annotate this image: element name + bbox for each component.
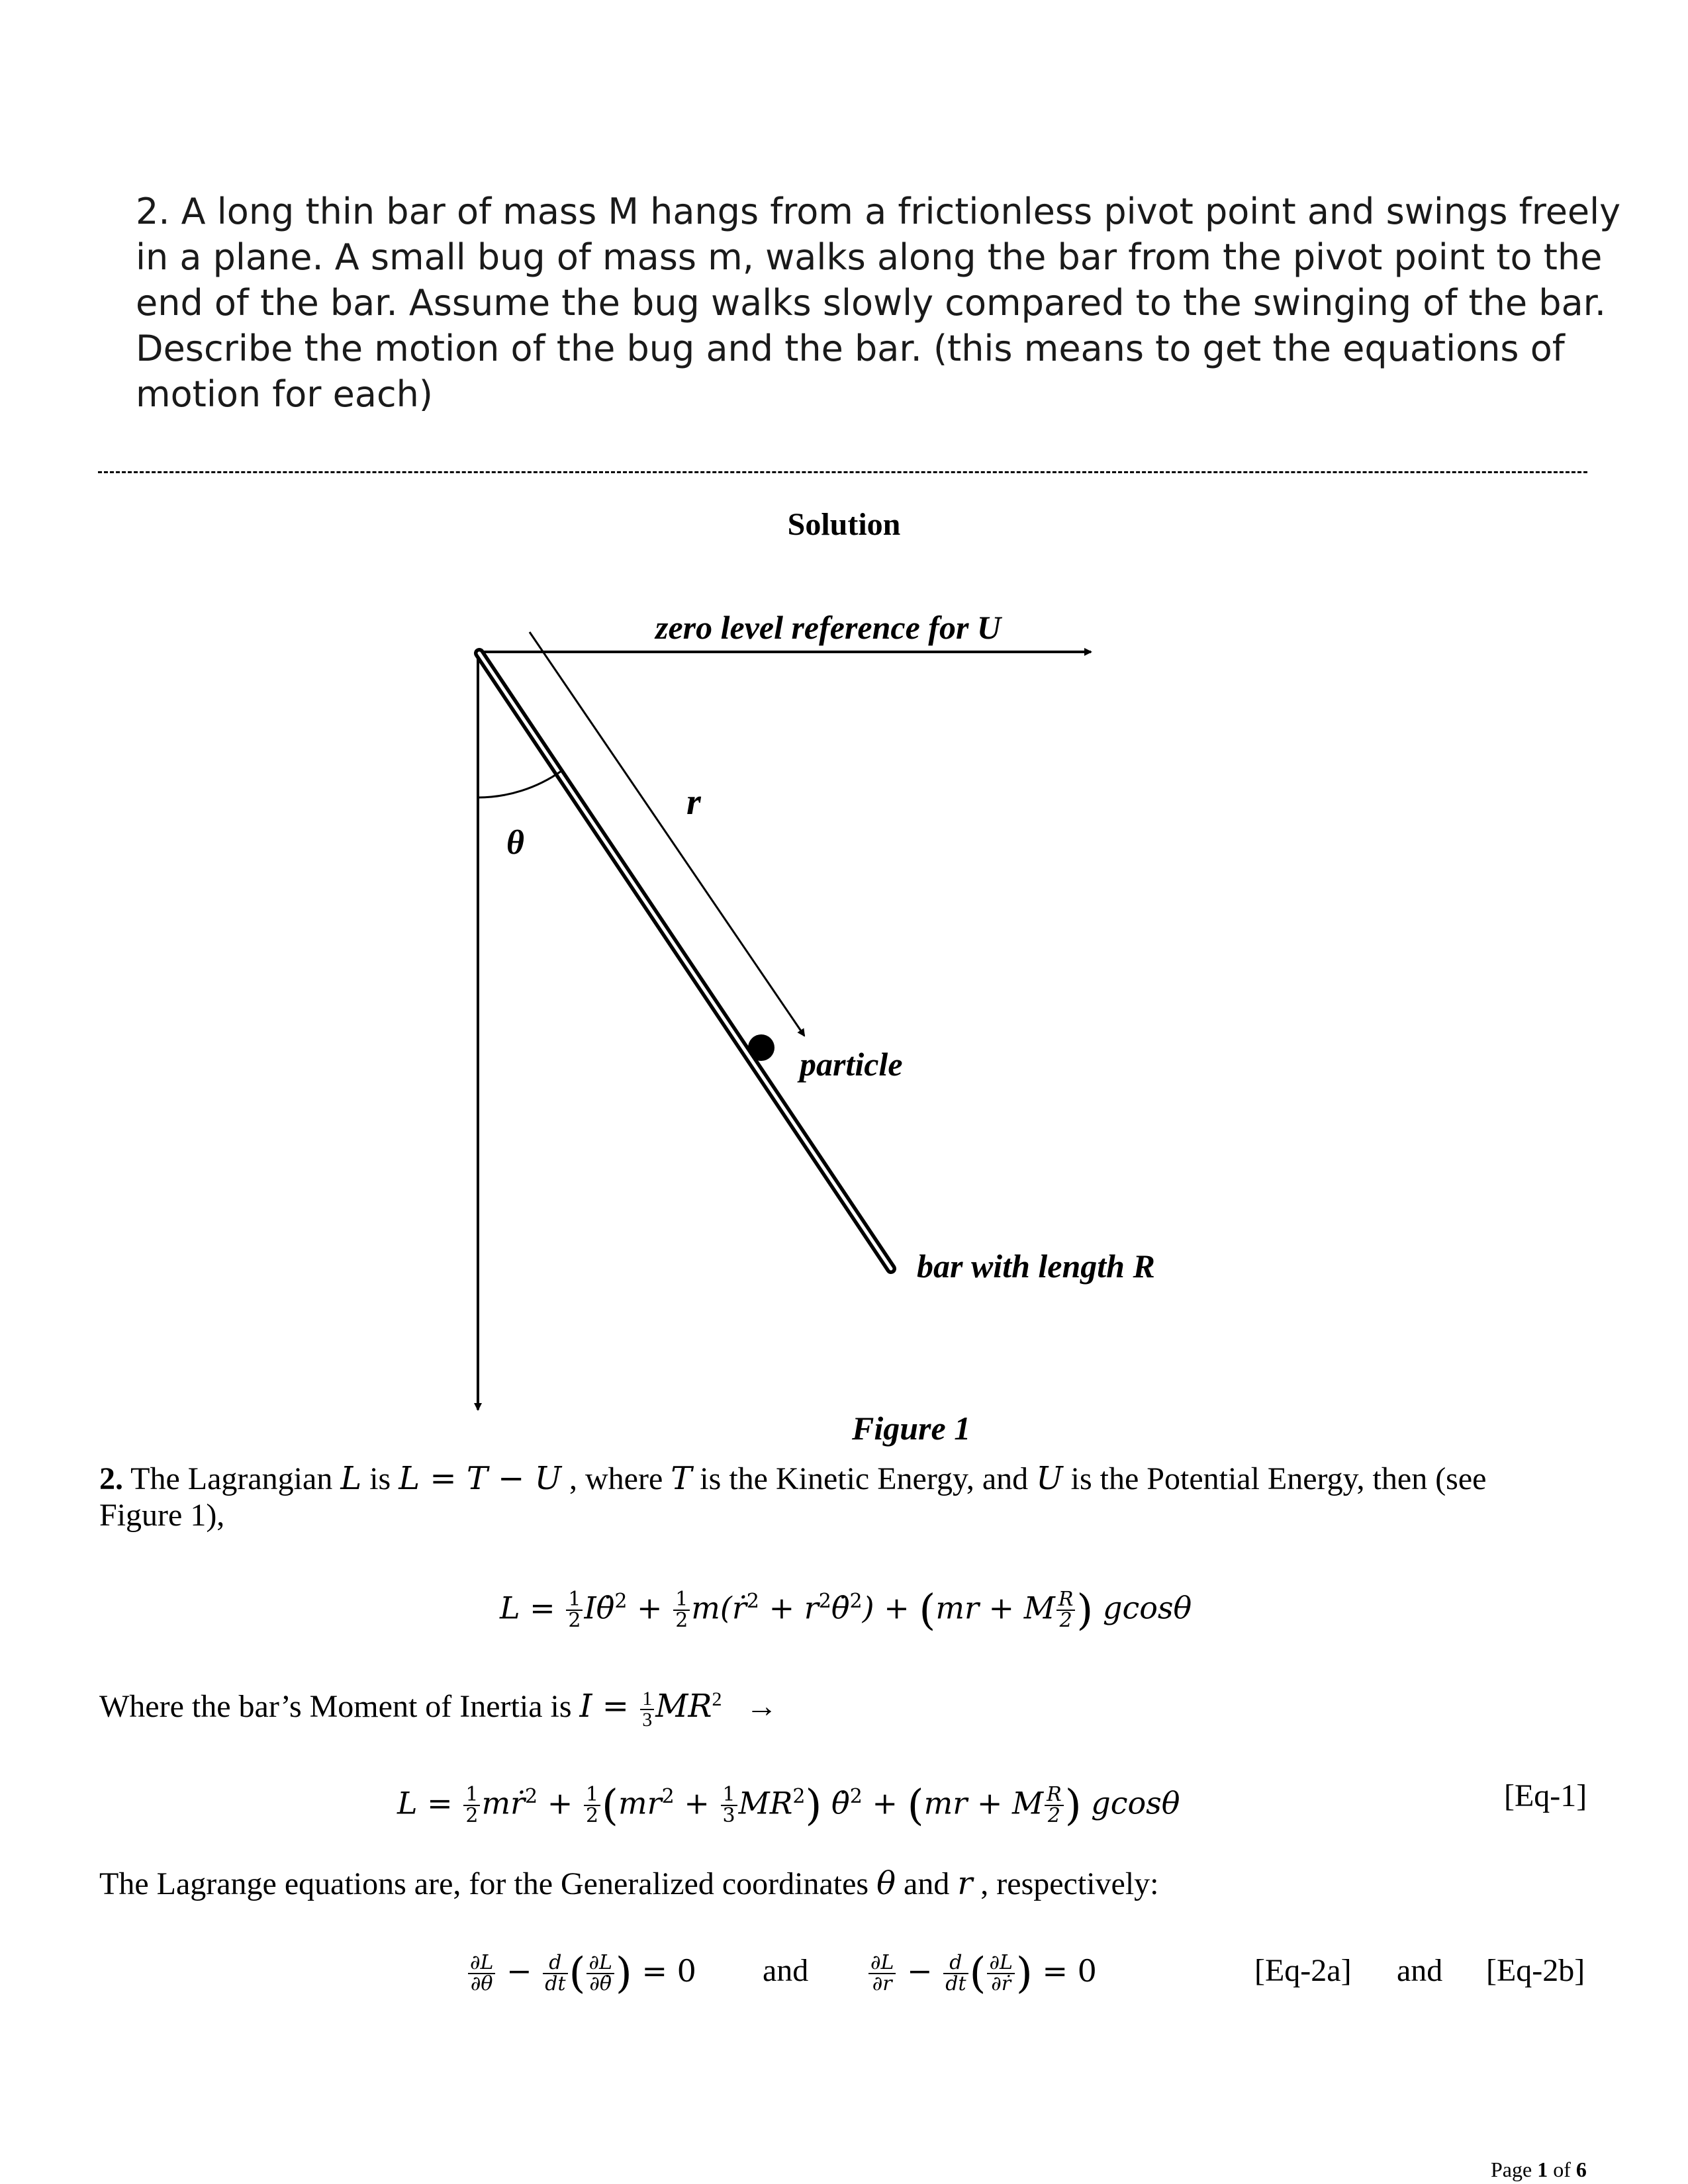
tags-and: and [1397,1953,1443,1988]
particle-label: particle [800,1046,903,1083]
eq-1-tag: [Eq-1] [1504,1778,1587,1813]
r-distance-arrow [530,632,804,1036]
figure-caption: Figure 1 [852,1410,971,1447]
solution-heading: Solution [787,507,901,542]
and-connector: and [763,1953,809,1988]
page-number: Page 1 of 6 [1491,2158,1587,2181]
problem-line: end of the bar. Assume the bug walks slowly compared to the swinging of the bar. [136,282,1607,324]
euler-lagrange-theta: $\frac{\partial L}{\partial\theta}$ − $\frac{d}{dt}$ ( $\frac{\partial L}{\partial\thetȧ}$ ) = 0 [467,1951,696,1994]
lagrangian-equation: L = $\frac{1}{2}$ Iθ̇$^2$ + $\frac{1}{2}$ m(ṙ$^2$ + $r^2\thetȧ^2) + (mr + M$ $\frac{R}{2}$ ) gcosθ [500,1586,1192,1635]
theta-label: θ [506,824,524,862]
problem-line: in a plane. A small bug of mass m, walks along the bar from the pivot point to the [136,236,1603,278]
lagrangian-expanded-equation: L = $\frac{1}{2}$ mṙ$^2$ + $\frac{1}{2}$ ($mr^2$ + $\frac{1}{3}$ $MR^2$) θ̇$^2$ + (mr + M $\frac{R}{2}$ ) gcosθ [397,1781,1180,1831]
problem-line: Describe the motion of the bug and the bar. (this means to get the equations of [136,328,1565,369]
bar-fill [479,653,891,1269]
reference-label: zero level reference for U [655,609,1002,646]
problem-line: motion for each) [136,373,433,415]
problem-line: 2. A long thin bar of mass M hangs from a frictionless pivot point and swings freely [136,191,1621,232]
eq-2a-tag: [Eq-2a] [1254,1953,1352,1988]
section-number: 2. [99,1461,123,1496]
bar-label: bar with length R [917,1248,1155,1285]
theta-angle-arc [478,771,561,797]
lagrange-equations-text: The Lagrange equations are, for the Generalized coordinates θ and r , respectively: [99,1865,1159,1902]
moment-of-inertia-text: Where the bar’s Moment of Inertia is I = $\frac{1}{3}$ $MR^2$ → [99,1687,778,1731]
intro-line-2: Figure 1), [99,1498,225,1533]
r-label: r [686,782,701,823]
euler-lagrange-r: $\frac{\partial L}{\partial r}$ − $\frac{d}{dt}$ ( $\frac{\partial L}{\text{∂ṙ}}$ ) = 0 [867,1951,1097,1994]
intro-paragraph: 2. The Lagrangian L is L = T − U , where T is the Kinetic Energy, and U is the Potential Energy, then (see [99,1460,1487,1497]
eq-2b-tag: [Eq-2b] [1486,1953,1585,1988]
particle-dot [748,1034,774,1061]
